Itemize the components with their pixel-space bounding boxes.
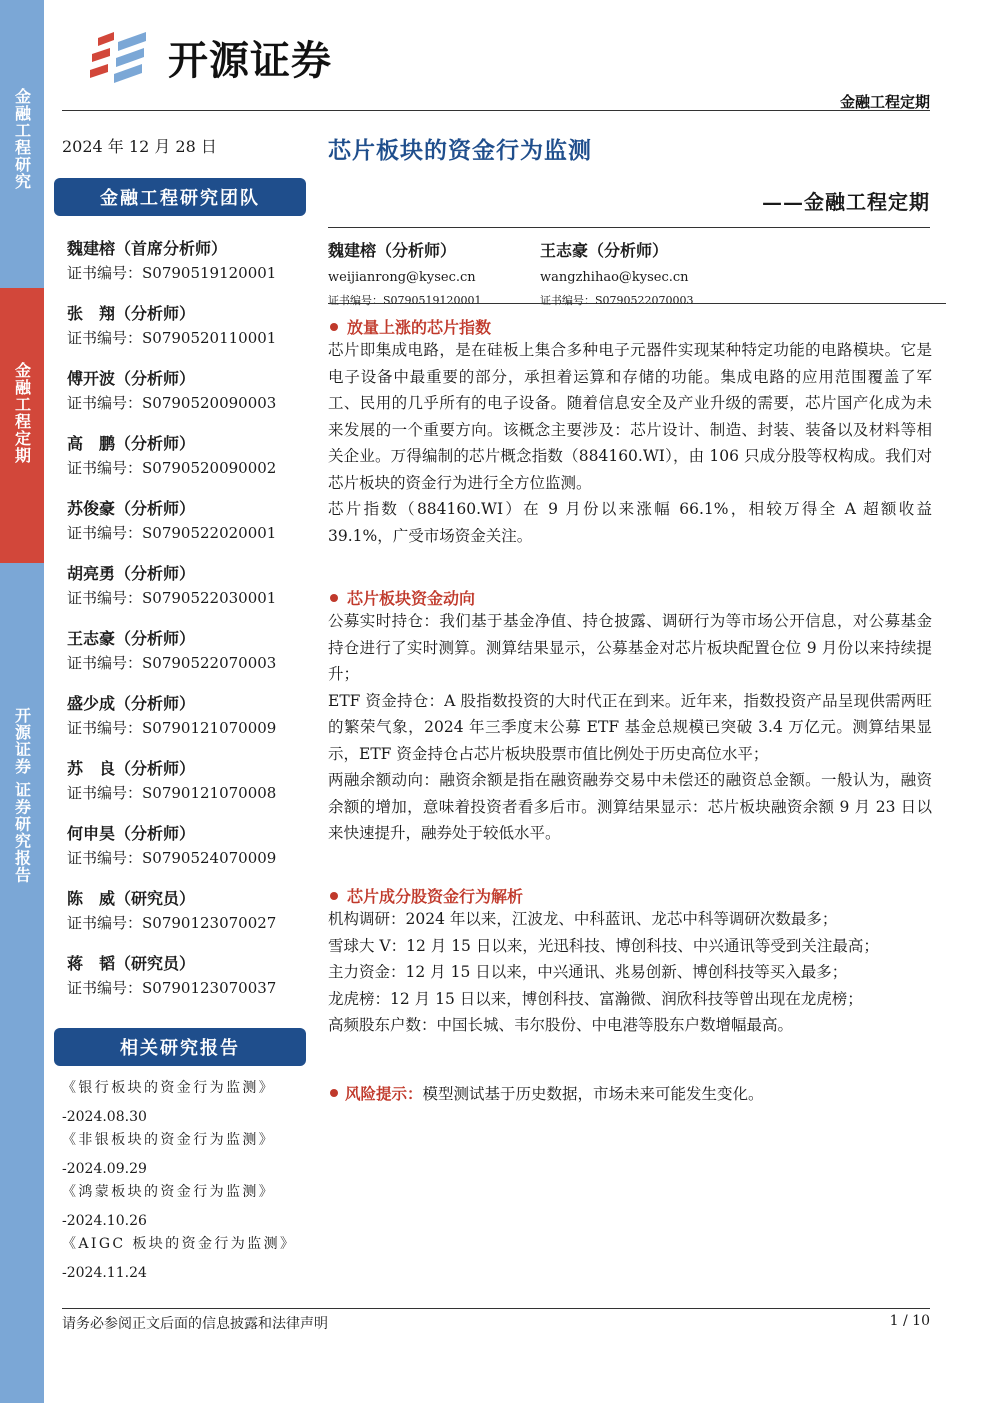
analyst-entry [67, 626, 307, 673]
report-title: 芯片板块的资金行为监测 [328, 137, 592, 164]
analyst-cert: 证书编号：S0790522020001 [67, 524, 277, 542]
analyst-entry [67, 886, 307, 933]
brand-name: 开源证券 [168, 37, 332, 84]
related-report[interactable] [62, 1233, 306, 1281]
section-heading [330, 586, 475, 609]
team-title-bar [54, 178, 306, 216]
analyst-name: 高 鹏（分析师） [67, 434, 196, 453]
side-label-company: 开源证券 证券研究报告 [12, 707, 32, 884]
analyst-cert: 证书编号：S0790121070009 [67, 719, 277, 737]
analyst-entry [67, 366, 307, 413]
analyst-cert: 证书编号：S0790123070037 [67, 979, 277, 997]
section-body [328, 337, 932, 549]
section-body [328, 608, 932, 847]
analyst-name: 张 翔（分析师） [67, 304, 196, 323]
footer-disclaimer: 请务必参阅正文后面的信息披露和法律声明 [62, 1316, 328, 1332]
brand-logo [88, 28, 332, 86]
analyst-entry [67, 756, 307, 803]
analyst-entry [67, 236, 307, 283]
analyst-entry [67, 691, 307, 738]
analyst-name: 苏 良（分析师） [67, 759, 196, 778]
analyst-cert: 证书编号：S0790123070027 [67, 914, 277, 932]
brand-mark-icon [88, 28, 158, 86]
related-report-date: -2024.10.26 [62, 1213, 147, 1229]
risk-notice [330, 1082, 764, 1104]
analyst-cert: 证书编号：S0790520110001 [67, 329, 277, 347]
section-body [328, 906, 932, 1039]
analyst-cert: 证书编号：S0790520090002 [67, 459, 277, 477]
author-cert: 证书编号：S0790519120001 [328, 294, 482, 307]
analyst-name: 魏建榕（首席分析师） [67, 239, 228, 258]
related-report-date: -2024.09.29 [62, 1161, 147, 1177]
analyst-cert: 证书编号：S0790520090003 [67, 394, 277, 412]
paragraph: 主力资金：12 月 15 日以来，中兴通讯、兆易创新、博创科技等买入最多； [328, 963, 848, 981]
analyst-name: 陈 威（研究员） [67, 889, 196, 908]
analyst-entry [67, 951, 307, 998]
analyst-entry [67, 431, 307, 478]
section-heading-text: 芯片板块资金动向 [347, 589, 476, 608]
related-report[interactable] [62, 1077, 306, 1125]
side-label-periodic: 金融工程定期 [12, 362, 32, 464]
analyst-name: 傅开波（分析师） [67, 369, 196, 388]
side-segment-company [0, 563, 44, 1403]
section-heading-text: 放量上涨的芯片指数 [347, 318, 492, 337]
footer-divider [62, 1308, 930, 1309]
author-email[interactable]: weijianrong@kysec.cn [328, 270, 476, 285]
paragraph: 芯片即集成电路，是在硅板上集合多种电子元器件实现某种特定功能的电路模块。它是电子设备中最重要的部分，承担着运算和存储的功能。集成电路的应用范围覆盖了军工、民用的几乎所有的电子设备。随着信息安全及产业升级的需要，芯片国产化成为未来发展的一个重要方向。该概念主要涉及：芯片设计、制造、封装、装备以及材料等相关企业。万得编制的芯片概念指数（884160.WI），由 106 只成分股等权构成。我们对芯片板块的资金行为进行全方位监测。 [328, 341, 932, 492]
report-date: 2024 年 12 月 28 日 [62, 137, 217, 156]
header-divider [62, 110, 930, 111]
side-band [0, 0, 44, 1403]
analyst-entry [67, 496, 307, 543]
analyst-entry [67, 301, 307, 348]
side-segment-periodic [0, 288, 44, 563]
page-number: 1 / 10 [889, 1313, 930, 1329]
analyst-cert: 证书编号：S0790524070009 [67, 849, 277, 867]
analyst-name: 蒋 韬（研究员） [67, 954, 196, 973]
paragraph: 龙虎榜：12 月 15 日以来，博创科技、富瀚微、润欣科技等曾出现在龙虎榜； [328, 989, 863, 1008]
author-name: 魏建榕（分析师） [328, 241, 457, 260]
side-label-research: 金融工程研究 [12, 88, 32, 190]
bullet-icon [330, 1089, 338, 1097]
paragraph: 两融余额动向：融资余额是指在融资融券交易中未偿还的融资总金额。一般认为，融资余额的增加，意味着投资者看多后市。测算结果显示：芯片板块融资余额 9 月 23 日以来快速提升，融券处于较低水平。 [328, 771, 932, 842]
bullet-icon [330, 323, 338, 331]
analyst-cert: 证书编号：S0790121070008 [67, 784, 277, 802]
bullet-icon [330, 594, 338, 602]
risk-label: 风险提示： [345, 1084, 423, 1103]
analyst-entry [67, 821, 307, 868]
analyst-name: 苏俊豪（分析师） [67, 499, 196, 518]
related-title: 相关研究报告 [120, 1038, 240, 1059]
team-title: 金融工程研究团队 [100, 188, 260, 209]
risk-text: 模型测试基于历史数据，市场未来可能发生变化。 [422, 1085, 764, 1103]
analyst-cert: 证书编号：S0790522030001 [67, 589, 277, 607]
analyst-name: 胡亮勇（分析师） [67, 564, 196, 583]
related-title-bar [54, 1028, 306, 1066]
bullet-icon [330, 892, 338, 900]
analyst-name: 王志豪（分析师） [67, 629, 196, 648]
report-subtitle: ——金融工程定期 [762, 190, 930, 214]
author-block [540, 238, 694, 308]
paragraph: 机构调研：2024 年以来，江波龙、中科蓝讯、龙芯中科等调研次数最多； [328, 910, 838, 928]
analyst-cert: 证书编号：S0790522070003 [67, 654, 277, 672]
related-report-title[interactable]: 《鸿蒙板块的资金行为监测》 [62, 1184, 276, 1200]
paragraph: 芯片指数（884160.WI）在 9 月份以来涨幅 66.1%，相较万得全 A 超额收益 39.1%，广受市场资金关注。 [328, 500, 932, 545]
related-report-title[interactable]: 《银行板块的资金行为监测》 [62, 1080, 276, 1096]
related-report[interactable] [62, 1129, 306, 1177]
related-report[interactable] [62, 1181, 306, 1229]
author-block [328, 238, 482, 308]
authors-divider [328, 303, 946, 304]
related-report-date: -2024.11.24 [62, 1265, 147, 1281]
author-name: 王志豪（分析师） [540, 241, 669, 260]
analyst-entry [67, 561, 307, 608]
paragraph: ETF 资金持仓：A 股指数投资的大时代正在到来。近年来，指数投资产品呈现供需两旺的繁荣气象，2024 年三季度末公募 ETF 基金总规模已突破 3.4 万亿元。测算结果显示，ETF 资金持仓占芯片板块股票市值比例处于历史高位水平； [328, 691, 932, 763]
related-report-date: -2024.08.30 [62, 1109, 147, 1125]
paragraph: 公募实时持仓：我们基于基金净值、持仓披露、调研行为等市场公开信息，对公募基金持仓进行了实时测算。测算结果显示，公募基金对芯片板块配置仓位 9 月份以来持续提升； [328, 612, 932, 683]
analyst-name: 何申昊（分析师） [67, 824, 196, 843]
related-report-title[interactable]: 《AIGC 板块的资金行为监测》 [62, 1236, 297, 1252]
section-heading-text: 芯片成分股资金行为解析 [347, 887, 524, 906]
analyst-name: 盛少成（分析师） [67, 694, 196, 713]
paragraph: 雪球大 V：12 月 15 日以来，光迅科技、博创科技、中兴通讯等受到关注最高； [328, 936, 879, 955]
paragraph: 高频股东户数：中国长城、韦尔股份、中电港等股东户数增幅最高。 [328, 1016, 794, 1034]
analyst-cert: 证书编号：S0790519120001 [67, 264, 277, 282]
related-report-title[interactable]: 《非银板块的资金行为监测》 [62, 1132, 276, 1148]
section-heading [330, 884, 523, 907]
section-heading [330, 315, 491, 338]
author-email[interactable]: wangzhihao@kysec.cn [540, 270, 689, 285]
side-segment-research [0, 0, 44, 288]
header-tag: 金融工程定期 [839, 93, 930, 111]
title-divider [328, 227, 930, 228]
author-cert: 证书编号：S0790522070003 [540, 294, 694, 307]
